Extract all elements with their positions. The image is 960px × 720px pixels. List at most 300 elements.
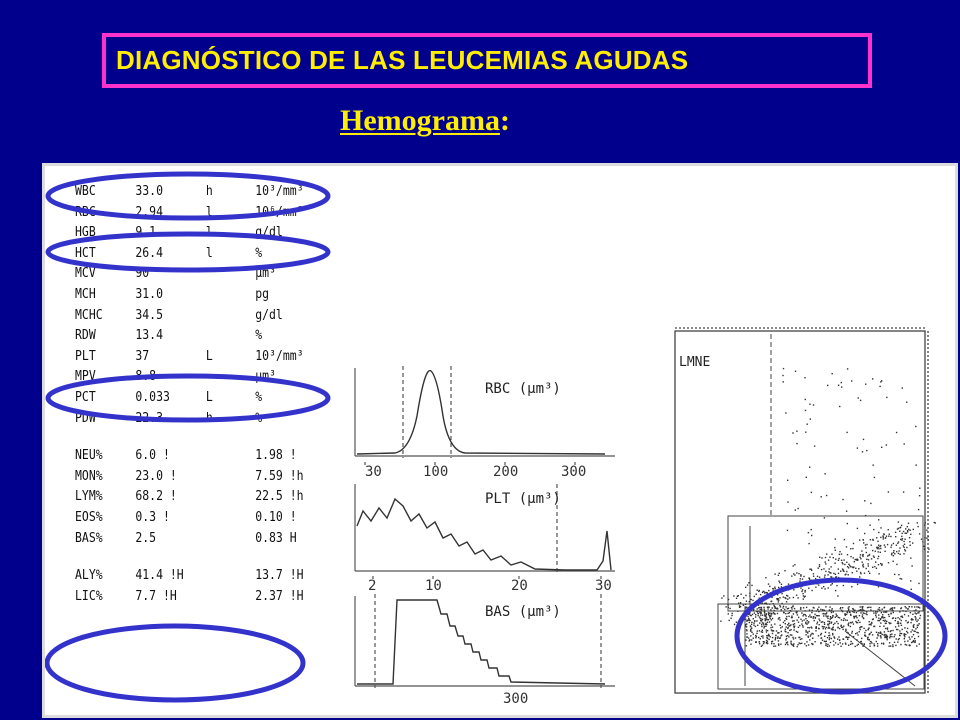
scatter-point xyxy=(898,625,899,626)
scatter-point xyxy=(865,630,866,631)
scatter-point xyxy=(801,638,802,639)
scatter-point xyxy=(842,643,843,644)
bas-curve xyxy=(357,600,605,684)
scatter-point xyxy=(850,626,851,627)
scatter-point xyxy=(891,553,892,554)
scatter-point xyxy=(749,593,750,594)
scatter-point xyxy=(792,605,793,606)
scatter-point xyxy=(866,611,867,612)
scatter-point xyxy=(915,612,916,613)
scatter-point xyxy=(845,613,846,614)
scatter-point xyxy=(828,624,829,625)
scatter-point xyxy=(900,578,901,579)
scatter-point xyxy=(861,638,862,639)
scatter-point xyxy=(759,622,760,623)
scatter-point xyxy=(890,631,891,632)
scatter-point xyxy=(918,509,919,510)
scatter-point xyxy=(764,641,765,642)
scatter-point xyxy=(913,634,914,635)
scatter-point xyxy=(759,630,760,631)
scatter-point xyxy=(873,464,874,465)
scatter-point xyxy=(757,625,758,626)
scatter-point xyxy=(756,620,757,621)
scatter-point xyxy=(850,548,851,549)
scatter-point xyxy=(896,545,897,546)
scatter-point xyxy=(874,626,875,627)
scatter-point xyxy=(768,634,769,635)
scatter-point xyxy=(879,626,880,627)
scatter-point xyxy=(842,563,843,564)
scatter-point xyxy=(793,597,794,598)
scatter-point xyxy=(900,633,901,634)
scatter-point xyxy=(867,629,868,630)
scatter-point xyxy=(759,616,760,617)
scatter-point xyxy=(887,636,888,637)
scatter-point xyxy=(913,626,914,627)
scatter-point xyxy=(767,630,768,631)
scatter-point xyxy=(884,634,885,635)
plt-histogram-label: PLT (µm³) xyxy=(485,491,561,507)
scatter-point xyxy=(826,627,827,628)
scatter-point xyxy=(907,530,908,531)
scatter-point xyxy=(869,624,870,625)
scatter-point xyxy=(791,634,792,635)
scatter-point xyxy=(919,618,920,619)
scatter-point xyxy=(760,618,761,619)
scatter-point xyxy=(751,628,752,629)
scatter-point xyxy=(805,618,806,619)
scatter-point xyxy=(900,616,901,617)
scatter-point xyxy=(870,539,871,540)
scatter-point xyxy=(840,607,841,608)
report-value: 41.4 !H xyxy=(135,567,184,584)
scatter-point xyxy=(720,621,721,622)
scatter-point xyxy=(864,533,865,534)
highlight-aly-lic-ellipse xyxy=(47,626,303,700)
scatter-point xyxy=(771,641,772,642)
report-value: 9.1 xyxy=(135,224,157,241)
scatter-point xyxy=(860,572,861,573)
report-unit: % xyxy=(255,244,263,261)
scatter-point xyxy=(861,643,862,644)
scatter-point xyxy=(774,610,775,611)
scatter-point xyxy=(785,606,786,607)
scatter-point xyxy=(899,547,900,548)
scatter-point xyxy=(796,631,797,632)
scatter-point xyxy=(897,621,898,622)
scatter-point xyxy=(876,641,877,642)
scatter-point xyxy=(826,553,827,554)
scatter-point xyxy=(870,624,871,625)
scatter-point xyxy=(806,641,807,642)
scatter-point xyxy=(848,607,849,608)
scatter-point xyxy=(890,613,891,614)
scatter-point xyxy=(805,634,806,635)
scatter-point xyxy=(885,636,886,637)
scatter-point xyxy=(759,641,760,642)
scatter-point xyxy=(862,614,863,615)
scatter-point xyxy=(779,582,780,583)
scatter-point xyxy=(832,633,833,634)
scatter-point xyxy=(848,564,849,565)
plt-tick: 10 xyxy=(425,578,442,594)
scatter-point xyxy=(787,635,788,636)
scatter-point xyxy=(793,620,794,621)
scatter-point xyxy=(898,553,899,554)
scatter-point xyxy=(891,554,892,555)
scatter-point xyxy=(788,636,789,637)
scatter-point xyxy=(876,616,877,617)
report-name: BAS% xyxy=(75,529,103,546)
scatter-point xyxy=(783,381,784,382)
scatter-point xyxy=(819,577,820,578)
scatter-point xyxy=(805,631,806,632)
scatter-point xyxy=(801,623,802,624)
rbc-curve xyxy=(357,371,605,454)
scatter-point xyxy=(843,620,844,621)
scatter-point xyxy=(894,642,895,643)
scatter-point xyxy=(780,606,781,607)
scatter-point xyxy=(869,525,870,526)
scatter-point xyxy=(919,495,920,496)
plt-ticks xyxy=(373,576,601,579)
report-value: 34.5 xyxy=(135,306,163,323)
scatter-point xyxy=(846,432,847,433)
scatter-point xyxy=(802,626,803,627)
scatter-point xyxy=(873,610,874,611)
scatter-point xyxy=(808,588,809,589)
scatter-point xyxy=(892,646,893,647)
scatter-point xyxy=(802,593,803,594)
scatter-point xyxy=(875,613,876,614)
scatter-point xyxy=(843,570,844,571)
scatter-point xyxy=(821,569,822,570)
scatter-point xyxy=(860,612,861,613)
scatter-point xyxy=(822,609,823,610)
rbc-tick: 200 xyxy=(493,464,519,480)
scatter-point xyxy=(905,620,906,621)
scatter-point xyxy=(892,644,893,645)
scatter-point xyxy=(884,631,885,632)
scatter-point xyxy=(818,618,819,619)
scatter-point xyxy=(882,535,883,536)
scatter-point xyxy=(764,592,765,593)
scatter-point xyxy=(753,625,754,626)
scatter-point xyxy=(916,606,917,607)
scatter-point xyxy=(905,606,906,607)
scatter-point xyxy=(852,611,853,612)
scatter-point xyxy=(739,607,740,608)
scatter-point xyxy=(805,630,806,631)
scatter-point xyxy=(781,634,782,635)
report-unit: 0.83 H xyxy=(255,529,297,546)
scatter-point xyxy=(835,617,836,618)
scatter-point xyxy=(775,637,776,638)
scatter-point xyxy=(898,622,899,623)
scatter-point xyxy=(811,529,812,530)
scatter-point xyxy=(831,638,832,639)
scatter-point xyxy=(894,574,895,575)
report-value: 2.5 xyxy=(135,529,157,546)
scatter-point xyxy=(790,624,791,625)
scatter-point xyxy=(786,636,787,637)
highlight-plt-ellipse xyxy=(48,376,328,420)
report-value: 6.0 ! xyxy=(135,447,170,464)
scatter-point xyxy=(840,642,841,643)
scatter-point xyxy=(867,555,868,556)
scatter-point xyxy=(791,616,792,617)
scatter-point xyxy=(791,608,792,609)
scatter-point xyxy=(791,607,792,608)
scatter-point xyxy=(878,618,879,619)
scatter-point xyxy=(758,615,759,616)
scatter-point xyxy=(856,639,857,640)
scatter-point xyxy=(809,627,810,628)
scatter-point xyxy=(862,608,863,609)
scatter-point xyxy=(876,637,877,638)
scatter-point xyxy=(919,533,920,534)
scatter-point xyxy=(809,569,810,570)
scatter-point xyxy=(863,539,864,540)
scatter-point xyxy=(901,536,902,537)
scatter-point xyxy=(881,643,882,644)
scatter-point xyxy=(853,612,854,613)
scatter-point xyxy=(798,617,799,618)
subtitle-colon: : xyxy=(499,104,510,137)
rbc-histogram-label: RBC (µm³) xyxy=(485,381,561,397)
scatter-point xyxy=(846,546,847,547)
scatter-point xyxy=(755,642,756,643)
scatter-point xyxy=(917,627,918,628)
scatter-point xyxy=(888,622,889,623)
scatter-point xyxy=(818,607,819,608)
scatter-point xyxy=(874,477,875,478)
plt-tick: 30 xyxy=(595,578,612,594)
scatter-point xyxy=(778,587,779,588)
scatter-point xyxy=(877,643,878,644)
scatter-point xyxy=(764,603,765,604)
scatter-point xyxy=(804,591,805,592)
scatter-point xyxy=(786,642,787,643)
scatter-point xyxy=(905,611,906,612)
scatter-point xyxy=(852,643,853,644)
scatter-point xyxy=(864,632,865,633)
scatter-point xyxy=(878,564,879,565)
scatter-point xyxy=(811,612,812,613)
scatter-point xyxy=(778,600,779,601)
scatter-point xyxy=(797,597,798,598)
scatter-point xyxy=(834,563,835,564)
scatter-point xyxy=(838,573,839,574)
scatter-point xyxy=(737,596,738,597)
scatter-point xyxy=(758,637,759,638)
scatter-point xyxy=(858,568,859,569)
scatter-point xyxy=(842,607,843,608)
scatter-point xyxy=(905,550,906,551)
scatter-point xyxy=(761,636,762,637)
report-unit: µm³ xyxy=(255,368,276,385)
scatter-point xyxy=(820,609,821,610)
scatter-point xyxy=(794,564,795,565)
scatter-point xyxy=(865,384,866,385)
scatter-point xyxy=(777,636,778,637)
scatter-point xyxy=(843,559,844,560)
scatter-point xyxy=(804,596,805,597)
scatter-point xyxy=(892,609,893,610)
scatter-point xyxy=(807,620,808,621)
scatter-point xyxy=(787,530,788,531)
scatter-point xyxy=(886,397,887,398)
scatter-point xyxy=(803,598,804,599)
scatter-point xyxy=(805,615,806,616)
scatter-point xyxy=(805,614,806,615)
scatter-point xyxy=(793,573,794,574)
scatter-point xyxy=(766,631,767,632)
scatter-point xyxy=(884,607,885,608)
scatter-point xyxy=(911,619,912,620)
scatter-point xyxy=(885,623,886,624)
scatter-point xyxy=(899,554,900,555)
scatter-point xyxy=(903,545,904,546)
scatter-point xyxy=(780,627,781,628)
scatter-point xyxy=(728,613,729,614)
scatter-point xyxy=(755,616,756,617)
scatter-point xyxy=(890,623,891,624)
scatter-point xyxy=(867,639,868,640)
scatter-point xyxy=(860,558,861,559)
scatter-point xyxy=(768,590,769,591)
scatter-point xyxy=(915,640,916,641)
scatter-point xyxy=(878,573,879,574)
scatter-point xyxy=(913,529,914,530)
scatter-point xyxy=(850,622,851,623)
report-value: 0.3 ! xyxy=(135,508,170,525)
scatter-point xyxy=(924,537,925,538)
scatter-point xyxy=(838,558,839,559)
scatter-point xyxy=(766,635,767,636)
scatter-point xyxy=(918,636,919,637)
scatter-point xyxy=(859,557,860,558)
scatter-point xyxy=(762,615,763,616)
scatter-point xyxy=(917,625,918,626)
scatter-point xyxy=(825,606,826,607)
scatter-point xyxy=(871,558,872,559)
scatter-point xyxy=(915,617,916,618)
rbc-ticks xyxy=(365,462,575,465)
report-name: MPV xyxy=(75,368,96,385)
scatter-point xyxy=(876,537,877,538)
scatter-point xyxy=(848,606,849,607)
scatter-point xyxy=(784,597,785,598)
scatter-point xyxy=(900,623,901,624)
scatter-point xyxy=(928,539,929,540)
scatter-point xyxy=(860,573,861,574)
scatter-point xyxy=(815,630,816,631)
scatter-point xyxy=(776,598,777,599)
scatter-point xyxy=(828,632,829,633)
scatter-point xyxy=(876,547,877,548)
scatter-point xyxy=(905,528,906,529)
scatter-point xyxy=(784,570,785,571)
scatter-point xyxy=(888,529,889,530)
scatter-point xyxy=(759,612,760,613)
scatter-point xyxy=(848,624,849,625)
scatter-point xyxy=(875,615,876,616)
scatter-point xyxy=(729,608,730,609)
scatter-point xyxy=(809,467,810,468)
scatter-point xyxy=(853,623,854,624)
scatter-point xyxy=(770,636,771,637)
scatter-point xyxy=(922,541,923,542)
scatter-point xyxy=(830,576,831,577)
scatter-point xyxy=(906,402,907,403)
scatter-point xyxy=(915,616,916,617)
scatter-point xyxy=(745,639,746,640)
scatter-point xyxy=(868,571,869,572)
scatter-point xyxy=(761,613,762,614)
scatter-point xyxy=(902,538,903,539)
scatter-point xyxy=(896,551,897,552)
scatter-point xyxy=(877,635,878,636)
scatter-point xyxy=(848,637,849,638)
scatter-point xyxy=(880,563,881,564)
scatter-point xyxy=(784,630,785,631)
scatter-point xyxy=(749,601,750,602)
scatter-point xyxy=(875,551,876,552)
scatter-point xyxy=(772,618,773,619)
scatter-point xyxy=(818,584,819,585)
scatter-point xyxy=(909,530,910,531)
scatter-point xyxy=(907,632,908,633)
scatter-point xyxy=(923,546,924,547)
scatter-point xyxy=(803,607,804,608)
report-flag: h xyxy=(205,183,213,199)
plt-tick: 2 xyxy=(368,578,377,594)
scatter-point xyxy=(830,566,831,567)
scatter-point xyxy=(855,646,856,647)
rbc-tick: 100 xyxy=(423,464,449,480)
scatter-point xyxy=(834,547,835,548)
report-unit: 1.98 ! xyxy=(255,447,297,464)
scatter-point xyxy=(910,534,911,535)
scatter-point xyxy=(910,545,911,546)
scatter-point xyxy=(766,629,767,630)
scatter-point xyxy=(777,613,778,614)
scatter-point xyxy=(910,612,911,613)
scatter-point xyxy=(895,626,896,627)
scatter-point xyxy=(809,639,810,640)
scatter-point xyxy=(869,573,870,574)
scatter-point xyxy=(877,558,878,559)
scatter-point xyxy=(837,623,838,624)
scatter-point xyxy=(774,623,775,624)
scatter-point xyxy=(822,626,823,627)
report-unit: 0.10 ! xyxy=(255,508,297,525)
scatter-point xyxy=(824,613,825,614)
scatter-point xyxy=(765,620,766,621)
scatter-point xyxy=(808,616,809,617)
scatter-point xyxy=(895,536,896,537)
scatter-point xyxy=(878,548,879,549)
scatter-point xyxy=(903,553,904,554)
bas-histogram-label: BAS (µm³) xyxy=(485,604,561,620)
scatter-point xyxy=(882,609,883,610)
scatter-point xyxy=(859,615,860,616)
scatter-point xyxy=(852,608,853,609)
scatter-point xyxy=(893,543,894,544)
scatter-point xyxy=(842,638,843,639)
scatter-point xyxy=(756,594,757,595)
